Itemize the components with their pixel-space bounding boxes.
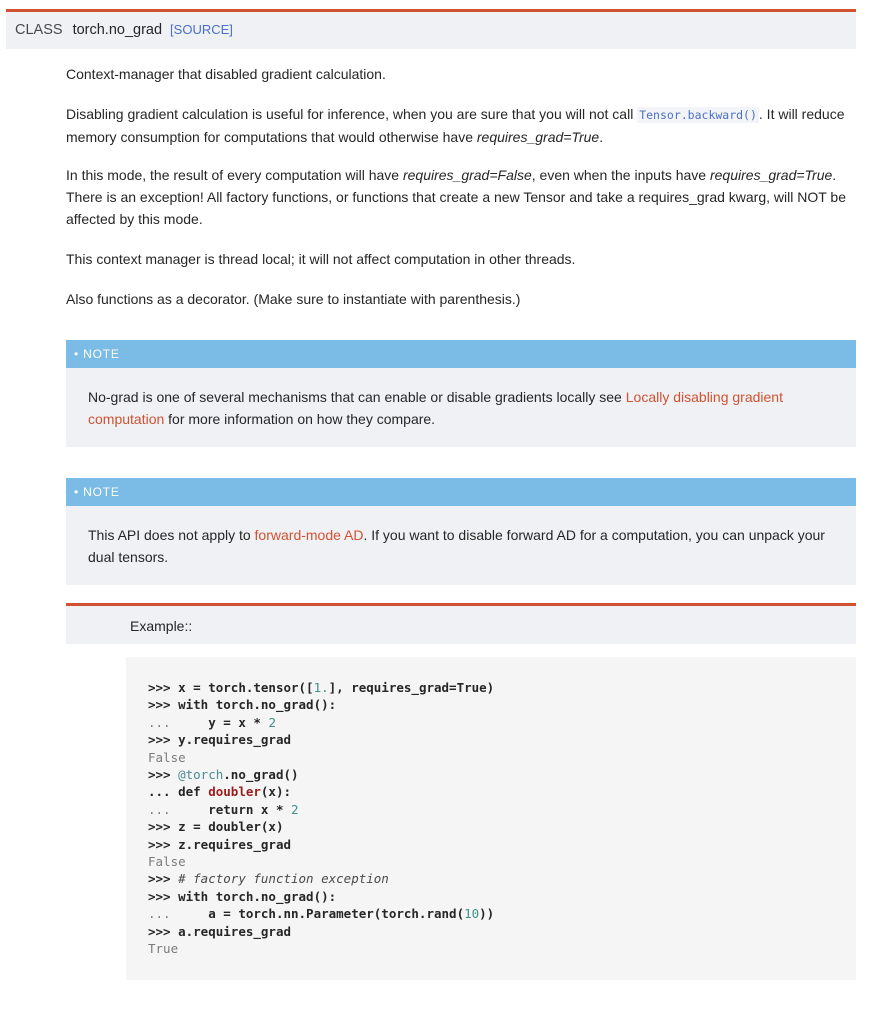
text: , even when the inputs have	[531, 167, 710, 183]
example-label: Example::	[130, 618, 193, 634]
code-line: >>> with torch.no_grad():	[148, 697, 337, 713]
code-output: False	[148, 749, 186, 765]
summary-paragraph: Context-manager that disabled gradient calculation.	[66, 66, 386, 82]
code-line: >>> x = torch.tensor([1.], requires_grad=True)	[148, 680, 495, 695]
code-line: ... a = torch.nn.Parameter(torch.rand(10))	[148, 906, 495, 922]
note-text	[66, 506, 856, 568]
tensor-backward-link[interactable]: Tensor.backward()	[639, 108, 757, 122]
code-line: ... return x * 2	[148, 801, 299, 817]
text: No-grad is one of several mechanisms that can enable or disable gradients locally see	[88, 389, 626, 405]
inference-paragraph	[66, 103, 856, 148]
text: . There is an exception! All factory functions, or functions that create a new Tensor and take a requires_grad kwarg, will NOT be affected by this mode.	[66, 167, 847, 227]
code-line: >>> with torch.no_grad():	[148, 888, 337, 904]
code-line: >>> y.requires_grad	[148, 732, 291, 748]
code-output: True	[148, 941, 179, 957]
code-line: >>> z.requires_grad	[148, 836, 291, 852]
class-name: torch.no_grad	[72, 22, 163, 38]
code-output: False	[148, 854, 186, 870]
mode-paragraph	[66, 164, 856, 230]
note-text	[66, 368, 856, 430]
forward-mode-ad-link[interactable]: forward-mode AD	[254, 527, 364, 543]
note-title: • NOTE	[66, 478, 856, 506]
code-line: ... y = x * 2	[148, 714, 276, 730]
code-line: ... def doubler(x):	[148, 784, 292, 800]
decorator-paragraph: Also functions as a decorator. (Make sure to instantiate with parenthesis.)	[66, 291, 521, 307]
emphasis: requires_grad=True	[476, 129, 600, 145]
code-line: >>> @torch.no_grad()	[148, 767, 299, 783]
text: Disabling gradient calculation is useful for inference, when you are sure that you will not call	[66, 106, 638, 122]
locally-disabling-gradient-link[interactable]: Locally disabling gradient computation	[88, 389, 783, 427]
class-signature	[6, 9, 856, 49]
note-title: • NOTE	[66, 340, 856, 368]
code-text	[148, 679, 494, 958]
code-block	[126, 657, 856, 980]
example-header	[66, 603, 856, 644]
thread-local-paragraph: This context manager is thread local; it will not affect computation in other threads.	[66, 251, 576, 267]
text: . If you want to disable forward AD for a computation, you can unpack your dual tensors.	[88, 527, 825, 565]
class-keyword: CLASS	[15, 22, 63, 38]
emphasis: requires_grad=False	[402, 167, 532, 183]
text: for more information on how they compare.	[164, 411, 436, 427]
note-box	[66, 340, 856, 447]
emphasis: requires_grad=True	[709, 167, 833, 183]
text: In this mode, the result of every computation will have	[66, 167, 403, 183]
text: .	[599, 129, 604, 145]
text: This API does not apply to	[88, 527, 255, 543]
code-comment: >>> # factory function exception	[148, 871, 389, 887]
text: . It will reduce memory consumption for computations that would otherwise have	[66, 106, 845, 145]
source-link[interactable]: [SOURCE]	[170, 22, 233, 37]
code-line: >>> a.requires_grad	[148, 923, 291, 939]
note-box	[66, 478, 856, 585]
code-line: >>> z = doubler(x)	[148, 819, 284, 835]
